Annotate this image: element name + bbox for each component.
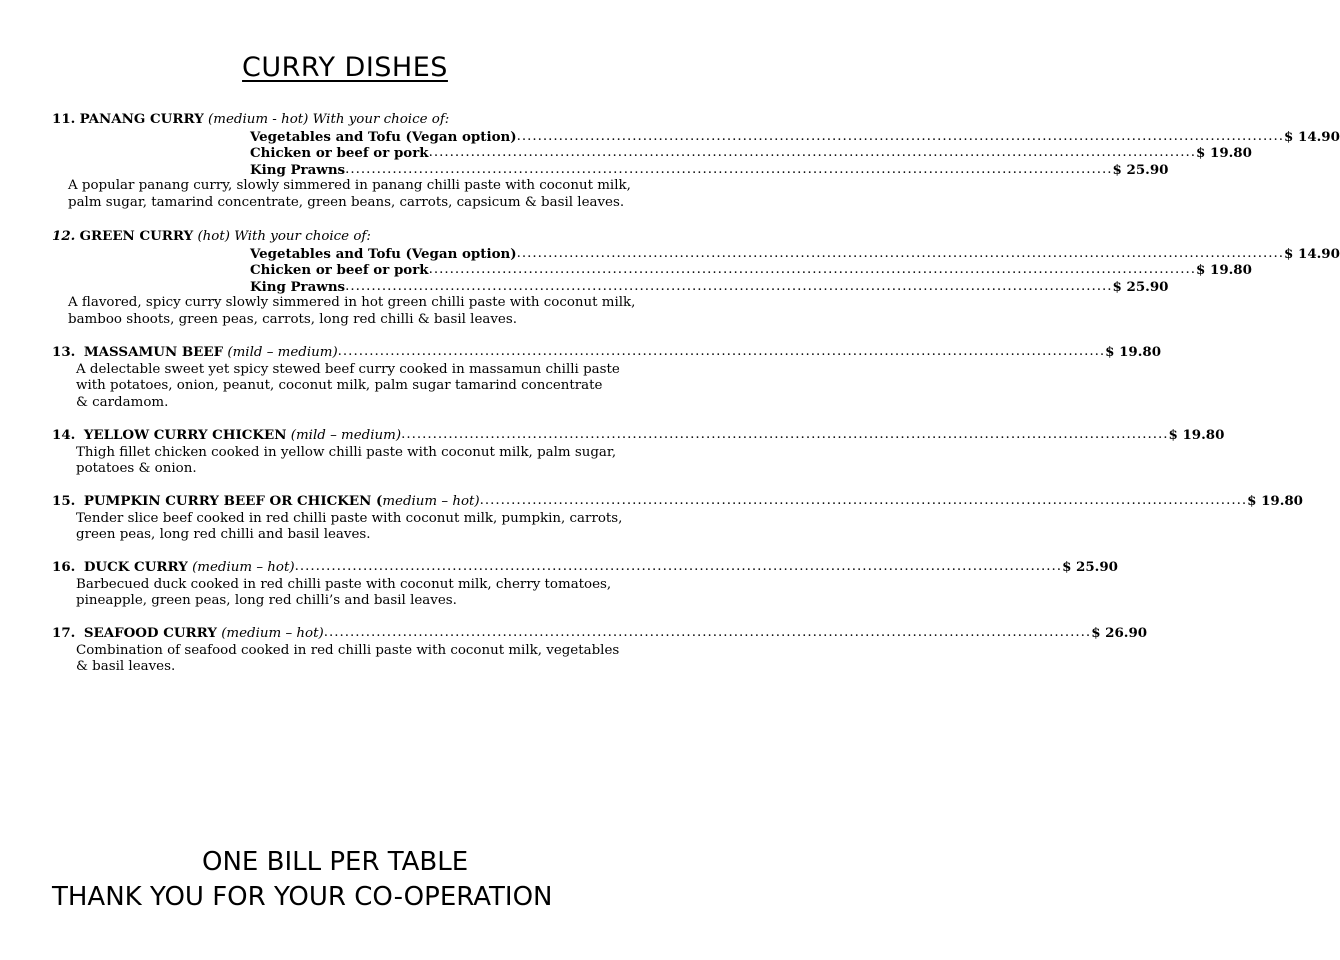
item-name: SEAFOOD CURRY <box>83 625 217 641</box>
option-label: King Prawns <box>250 161 346 178</box>
option-list <box>250 245 1340 296</box>
dot-leader: .................................................................................................................................................. <box>428 145 1197 160</box>
option-price: $ 14.90 <box>1284 245 1340 262</box>
item-number: 17. <box>52 625 76 641</box>
dot-leader: .................................................................................................................................................. <box>516 128 1285 144</box>
item-name: MASSAMUN BEEF <box>83 344 224 360</box>
option-list <box>250 128 1340 179</box>
item-note: (mild – medium) <box>227 345 338 360</box>
menu-item-panang-curry <box>52 111 1340 211</box>
option-label: Vegetables and Tofu (Vegan option) <box>250 245 517 262</box>
description-line: Thigh fillet chicken cooked in yellow chilli paste with coconut milk, palm sugar, <box>76 444 617 460</box>
menu-item-seafood-curry <box>52 625 1148 676</box>
dot-leader: .................................................................................................................................................. <box>345 161 1113 177</box>
dot-leader: .................................................................................................................................................. <box>337 344 1106 359</box>
menu-item-duck-curry <box>52 559 1118 610</box>
item-number: 12. <box>52 228 76 244</box>
description-line: palm sugar, tamarind concentrate, green beans, carrots, capsicum & basil leaves. <box>68 194 625 210</box>
item-number: 11. <box>52 111 76 127</box>
description-line: Barbecued duck cooked in red chilli paste with coconut milk, cherry tomatoes, <box>76 576 612 592</box>
item-name: PUMPKIN CURRY BEEF OR CHICKEN ( <box>83 493 383 509</box>
item-description <box>76 445 658 478</box>
item-name: GREEN CURRY <box>79 228 194 244</box>
description-line: & cardamom. <box>76 394 169 410</box>
item-note: (medium – hot) <box>192 560 295 575</box>
option-label: Chicken or beef or pork <box>250 145 429 161</box>
dot-leader: .................................................................................................................................................. <box>345 278 1113 294</box>
dot-leader: .................................................................................................................................................. <box>516 245 1285 261</box>
item-number: 13. <box>52 344 76 360</box>
description-line: A popular panang curry, slowly simmered in panang chilli paste with coconut milk, <box>68 178 631 193</box>
description-line: A delectable sweet yet spicy stewed beef curry cooked in massamun chilli paste <box>76 361 620 377</box>
option-label: Vegetables and Tofu (Vegan option) <box>250 128 517 145</box>
dot-leader: .................................................................................................................................................. <box>323 625 1092 640</box>
option-price: $ 19.80 <box>1196 145 1252 161</box>
footer-line-bill: ONE BILL PER TABLE <box>202 847 469 877</box>
item-description <box>76 362 658 412</box>
page-title: CURRY DISHES <box>242 52 448 83</box>
description-line: potatoes & onion. <box>76 461 197 476</box>
option-price: $ 14.90 <box>1284 128 1340 145</box>
description-line: green peas, long red chilli and basil leaves. <box>76 527 371 542</box>
item-price: $ 19.80 <box>1105 344 1162 360</box>
option-price: $ 25.90 <box>1112 278 1169 295</box>
footer-line-thanks: THANK YOU FOR YOUR CO-OPERATION <box>52 882 553 912</box>
menu-item-green-curry <box>52 228 1340 328</box>
item-note: (medium - hot) With your choice of: <box>208 112 450 127</box>
description-line: pineapple, green peas, long red chilli’s and basil leaves. <box>76 593 457 608</box>
option-price: $ 25.90 <box>1112 161 1169 178</box>
option-label: King Prawns <box>250 278 346 295</box>
item-description <box>76 577 658 610</box>
item-description <box>68 178 658 211</box>
dot-leader: .................................................................................................................................................. <box>428 262 1197 277</box>
option-price: $ 19.80 <box>1196 262 1252 278</box>
item-number: 16. <box>52 559 76 575</box>
item-name: YELLOW CURRY CHICKEN <box>83 427 287 443</box>
description-line: A flavored, spicy curry slowly simmered in hot green chilli paste with coconut milk, <box>68 295 636 310</box>
option-row <box>250 278 1169 296</box>
description-line: Combination of seafood cooked in red chilli paste with coconut milk, vegetables <box>76 642 620 658</box>
description-line: & basil leaves. <box>76 659 176 674</box>
dot-leader: .................................................................................................................................................. <box>294 559 1063 574</box>
option-row <box>250 262 1252 279</box>
description-line: bamboo shoots, green peas, carrots, long red chilli & basil leaves. <box>68 311 517 327</box>
item-number: 14. <box>52 427 76 443</box>
menu-item-yellow-curry-chicken <box>52 427 1225 478</box>
item-description <box>76 511 658 544</box>
menu-item-pumpkin-curry <box>52 493 1304 544</box>
item-description <box>68 295 658 328</box>
option-row <box>250 245 1340 263</box>
option-row <box>250 145 1252 162</box>
dot-leader: .................................................................................................................................................. <box>401 427 1169 442</box>
item-price: $ 25.90 <box>1062 559 1118 575</box>
option-row <box>250 128 1340 146</box>
item-name: DUCK CURRY <box>83 559 188 575</box>
item-note: (mild – medium) <box>290 428 402 443</box>
item-number: 15. <box>52 493 76 509</box>
description-line: Tender slice beef cooked in red chilli paste with coconut milk, pumpkin, carrots, <box>76 510 623 526</box>
item-price: $ 26.90 <box>1091 625 1148 641</box>
item-name: PANANG CURRY <box>79 111 204 127</box>
item-note: (medium – hot) <box>221 626 324 641</box>
option-row <box>250 161 1169 179</box>
item-price: $ 19.80 <box>1247 493 1304 509</box>
dot-leader: .................................................................................................................................................. <box>479 493 1248 508</box>
item-price: $ 19.80 <box>1168 427 1225 443</box>
description-line: with potatoes, onion, peanut, coconut milk, palm sugar tamarind concentrate <box>76 378 603 393</box>
item-description <box>76 643 658 676</box>
item-note: (hot) With your choice of: <box>197 229 371 244</box>
menu-item-massamun-beef <box>52 344 1162 411</box>
item-note: medium – hot) <box>382 494 480 509</box>
option-label: Chicken or beef or pork <box>250 262 429 278</box>
